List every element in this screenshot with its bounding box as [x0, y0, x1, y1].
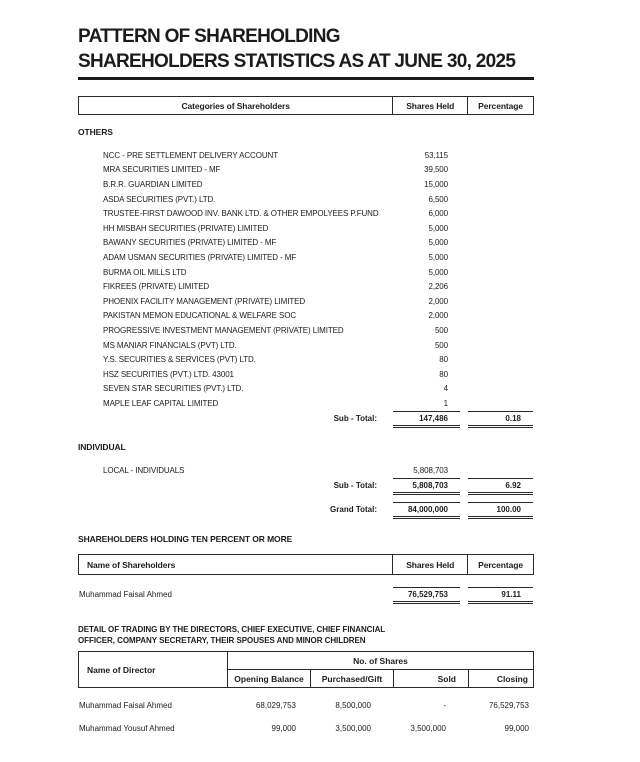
shareholder-name: Muhammad Faisal Ahmed [79, 590, 172, 600]
page-title-line1: PATTERN OF SHAREHOLDING [78, 26, 340, 47]
closing-header-cell: Closing [468, 670, 533, 687]
name-of-shareholders-header-cell: Name of Shareholders [87, 559, 176, 570]
category-label: PROGRESSIVE INVESTMENT MANAGEMENT (PRIVATE) LIMITED [103, 325, 344, 335]
directors-trading-heading [78, 624, 534, 646]
category-label: MAPLE LEAF CAPITAL LIMITED [103, 398, 219, 408]
category-shares-value: 2,000 [428, 296, 448, 306]
category-row [78, 279, 534, 294]
directors-trading-heading-line1: DETAIL OF TRADING BY THE DIRECTORS, CHIEF EXECUTIVE, CHIEF FINANCIAL [78, 625, 386, 635]
category-row [78, 250, 534, 265]
ten-percent-heading: SHAREHOLDERS HOLDING TEN PERCENT OR MORE [78, 534, 293, 545]
individual-category-list [78, 464, 534, 479]
category-row [78, 148, 534, 163]
subtotal-label: Sub - Total: [333, 481, 377, 491]
category-label: Y.S. SECURITIES & SERVICES (PVT) LTD. [103, 355, 256, 365]
sold-value: - [443, 701, 446, 711]
category-row [78, 294, 534, 309]
category-label: PAKISTAN MEMON EDUCATIONAL & WELFARE SOC [103, 311, 297, 321]
director-trading-row [78, 694, 534, 717]
director-trading-row [78, 717, 534, 740]
shareholder-shares-value: 76,529,753 [393, 587, 460, 604]
grand-total-row [78, 502, 534, 519]
category-shares-value: 15,000 [424, 179, 448, 189]
section-label-individual: INDIVIDUAL [78, 441, 126, 452]
closing-value: 76,529,753 [488, 701, 529, 711]
section-label-others: OTHERS [78, 127, 113, 137]
category-shares-value: 80 [439, 355, 448, 365]
purchased-gift-header-cell: Purchased/Gift [310, 670, 393, 687]
category-row [78, 382, 534, 397]
category-shares-value: 5,000 [428, 223, 448, 233]
category-label: HSZ SECURITIES (PVT.) LTD. 43001 [103, 369, 234, 379]
purchased-gift-value: 3,500,000 [335, 724, 371, 734]
category-shares-value: 500 [434, 325, 448, 335]
percentage-header-cell: Percentage [467, 555, 533, 574]
category-shares-value: 53,115 [424, 150, 448, 160]
category-label: LOCAL - INDIVIDUALS [103, 466, 185, 476]
category-row [78, 338, 534, 353]
shares-subheader-row [228, 670, 533, 687]
category-label: MRA SECURITIES LIMITED - MF [103, 165, 221, 175]
page-content [78, 0, 534, 740]
category-label: ADAM USMAN SECURITIES (PRIVATE) LIMITED - MF [103, 252, 297, 262]
category-shares-value: 6,500 [428, 194, 448, 204]
category-row [78, 396, 534, 411]
percentage-header-cell: Percentage [467, 97, 533, 114]
category-shares-value: 5,000 [428, 252, 448, 262]
directors-trading-rows [78, 694, 534, 740]
director-name: Muhammad Faisal Ahmed [79, 701, 172, 711]
name-of-director-header-cell: Name of Director [79, 652, 228, 687]
others-subtotal-row [78, 411, 534, 428]
category-row [78, 192, 534, 207]
category-label: NCC - PRE SETTLEMENT DELIVERY ACCOUNT [103, 150, 279, 160]
subtotal-shares-value: 147,486 [393, 411, 460, 428]
ten-percent-table-header [78, 554, 534, 575]
category-shares-value: 4 [443, 384, 448, 394]
category-row [78, 352, 534, 367]
grand-total-shares-value: 84,000,000 [393, 502, 460, 519]
no-of-shares-header-group [228, 652, 533, 687]
category-shares-value: 6,000 [428, 209, 448, 219]
shares-held-header-cell: Shares Held [392, 555, 467, 574]
others-category-list [78, 148, 534, 411]
closing-value: 99,000 [504, 724, 529, 734]
sold-header-cell: Sold [393, 670, 468, 687]
category-label: BAWANY SECURITIES (PRIVATE) LIMITED - MF [103, 238, 277, 248]
category-row [78, 464, 534, 479]
category-shares-value: 80 [439, 369, 448, 379]
subtotal-percentage-value: 0.18 [468, 411, 533, 428]
individual-subtotal-row [78, 478, 534, 495]
category-label: HH MISBAH SECURITIES (PRIVATE) LIMITED [103, 223, 269, 233]
shareholder-percentage-value: 91.11 [468, 587, 533, 604]
category-label: MS MANIAR FINANCIALS (PVT) LTD. [103, 340, 237, 350]
category-row [78, 177, 534, 192]
category-label: SEVEN STAR SECURITIES (PVT.) LTD. [103, 384, 244, 394]
opening-balance-value: 68,029,753 [255, 701, 296, 711]
category-label: BURMA OIL MILLS LTD [103, 267, 187, 277]
category-row [78, 221, 534, 236]
no-of-shares-header-cell: No. of Shares [228, 652, 533, 670]
directors-trading-table-header [78, 651, 534, 688]
ten-percent-shareholder-row [78, 587, 534, 604]
category-label: ASDA SECURITIES (PVT.) LTD. [103, 194, 216, 204]
subtotal-percentage-value: 6.92 [468, 478, 533, 495]
category-row [78, 309, 534, 324]
subtotal-shares-value: 5,808,703 [393, 478, 460, 495]
category-row [78, 367, 534, 382]
category-shares-value: 2,000 [428, 311, 448, 321]
title-rule [78, 77, 534, 80]
category-label: PHOENIX FACILITY MANAGEMENT (PRIVATE) LIMITED [103, 296, 306, 306]
category-shares-value: 500 [434, 340, 448, 350]
shares-held-header-cell: Shares Held [392, 97, 467, 114]
grand-total-label: Grand Total: [330, 505, 377, 515]
purchased-gift-value: 8,500,000 [335, 701, 371, 711]
opening-balance-header-cell: Opening Balance [234, 673, 304, 684]
category-shares-value: 2,206 [428, 282, 448, 292]
category-row [78, 206, 534, 221]
category-label: TRUSTEE-FIRST DAWOOD INV. BANK LTD. & OTHER EMPOLYEES P.FUND [103, 209, 379, 219]
grand-total-percentage-value: 100.00 [468, 502, 533, 519]
directors-trading-heading-line2: OFFICER, COMPANY SECRETARY, THEIR SPOUSES AND MINOR CHILDREN [78, 636, 366, 646]
category-label: FIKREES (PRIVATE) LIMITED [103, 282, 210, 292]
category-row [78, 163, 534, 178]
categories-header-cell: Categories of Shareholders [181, 100, 290, 111]
subtotal-label: Sub - Total: [333, 413, 377, 423]
category-row [78, 236, 534, 251]
category-shares-value: 5,000 [428, 238, 448, 248]
category-shares-value: 39,500 [424, 165, 448, 175]
category-shares-value: 5,000 [428, 267, 448, 277]
categories-table-header [78, 96, 534, 115]
category-label: B.R.R. GUARDIAN LIMITED [103, 179, 203, 189]
opening-balance-value: 99,000 [271, 724, 296, 734]
category-row [78, 323, 534, 338]
category-shares-value: 5,808,703 [413, 466, 448, 476]
director-name: Muhammad Yousuf Ahmed [79, 724, 175, 734]
category-row [78, 265, 534, 280]
category-shares-value: 1 [443, 398, 448, 408]
page-title-line2: SHAREHOLDERS STATISTICS AS AT JUNE 30, 2025 [78, 51, 516, 72]
sold-value: 3,500,000 [410, 724, 446, 734]
